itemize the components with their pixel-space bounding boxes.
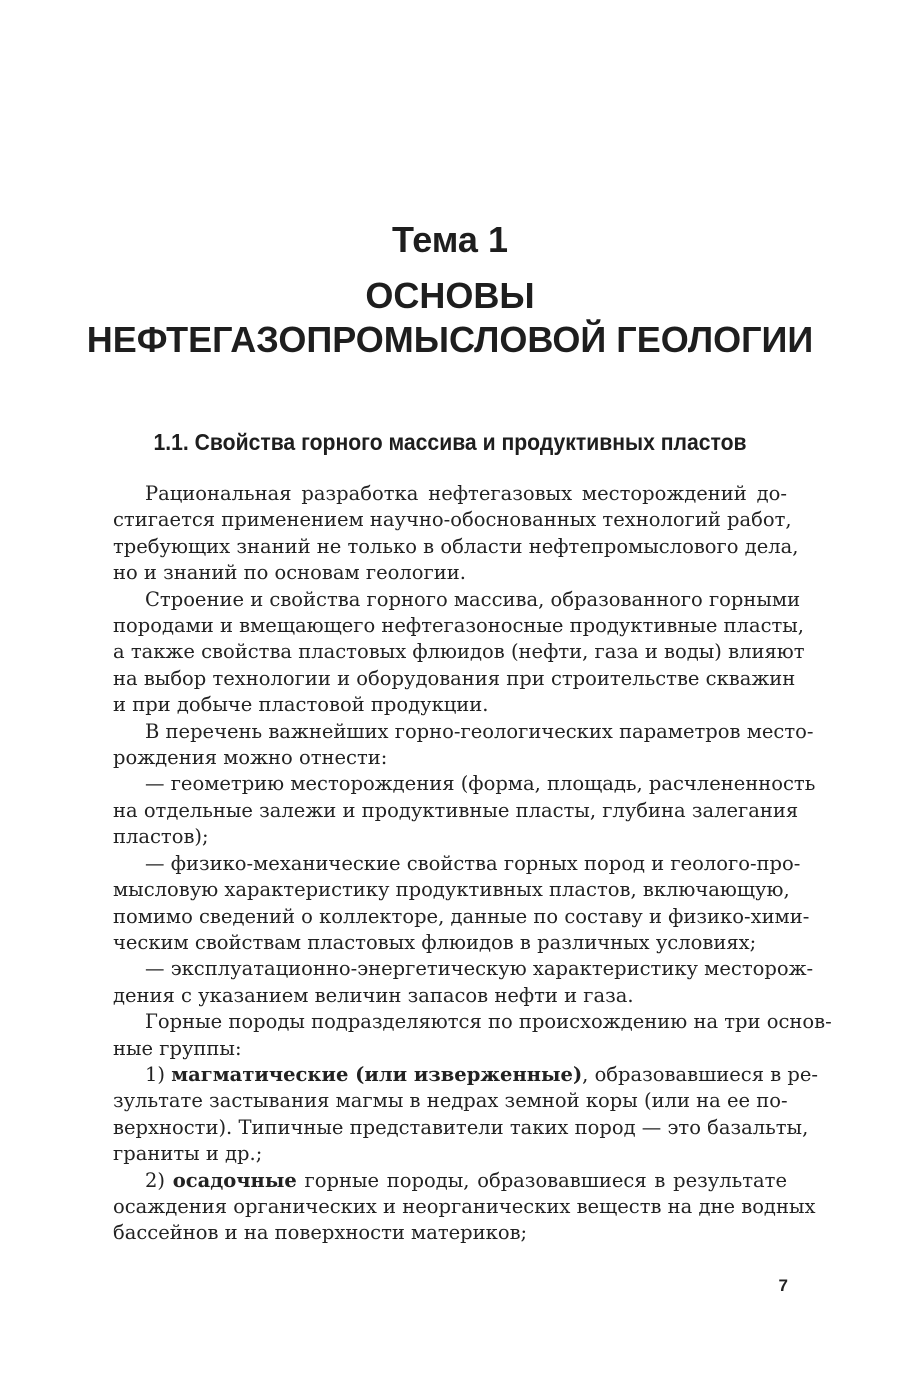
text-line: дения с указанием величин запасов нефти и газа. <box>113 983 634 1007</box>
text-line: стигается применением научно-обоснованных технологий работ, <box>113 508 792 532</box>
text-line: Рациональная разработка нефтегазовых месторождений до- <box>145 482 787 505</box>
text-line: Горные породы подразделяются по происхождению на три основ- <box>145 1010 832 1034</box>
list-item-sedimentary-line: 2) осадочные горные породы, образовавшиеся в результате <box>145 1168 787 1192</box>
text-line: ные группы: <box>113 1036 242 1060</box>
section-heading: 1.1. Свойства горного массива и продуктивных пластов <box>153 429 747 455</box>
text-line: граниты и др.; <box>113 1142 263 1166</box>
chapter-title-line-1: ОСНОВЫ <box>365 275 535 316</box>
page-number: 7 <box>778 1276 788 1295</box>
text-line: ческим свойствам пластовых флюидов в различных условиях; <box>113 930 757 954</box>
text-line: верхности). Типичные представители таких пород — это базальты, <box>113 1115 809 1139</box>
text-line: пластов); <box>113 825 209 849</box>
text-line: помимо сведений о коллекторе, данные по составу и физико-хими- <box>113 904 810 928</box>
text-line: и при добыче пластовой продукции. <box>113 693 489 717</box>
text-line: — физико-механические свойства горных пород и геолого-про- <box>145 851 801 875</box>
text-line: Строение и свойства горного массива, образованного горными <box>145 587 801 611</box>
body-text <box>113 481 832 1247</box>
text-line: — эксплуатационно-энергетическую характеристику месторож- <box>145 957 814 981</box>
text-line: осаждения органических и неорганических веществ на дне водных <box>113 1194 816 1218</box>
list-item-magmatic-line: 1) магматические (или изверженные), образовавшиеся в ре- <box>145 1062 818 1086</box>
term-sedimentary: осадочные <box>172 1168 297 1192</box>
text-line: В перечень важнейших горно-геологических параметров место- <box>145 719 814 743</box>
paragraph-lines <box>113 481 832 1062</box>
text-line: но и знаний по основам геологии. <box>113 561 466 585</box>
chapter-title-line-2: НЕФТЕГАЗОПРОМЫСЛОВОЙ ГЕОЛОГИИ <box>86 319 814 360</box>
text-line: на выбор технологии и оборудования при строительстве скважин <box>113 666 796 690</box>
term-magmatic: магматические (или изверженные) <box>171 1062 583 1086</box>
text-line: мысловую характеристику продуктивных пластов, включающую, <box>113 878 790 902</box>
text-line: рождения можно отнести: <box>113 746 388 770</box>
text-line: а также свойства пластовых флюидов (нефти, газа и воды) влияют <box>113 640 805 664</box>
text-line: требующих знаний не только в области нефтепромыслового дела, <box>113 534 799 558</box>
text-line: — геометрию месторождения (форма, площадь, расчлененность <box>145 772 816 796</box>
text-line: на отдельные залежи и продуктивные пласты, глубина залегания <box>113 798 799 822</box>
text-line: бассейнов и на поверхности материков; <box>113 1221 528 1245</box>
text-line: зультате застывания магмы в недрах земной коры (или на ее по- <box>113 1089 788 1113</box>
text-line: породами и вмещающего нефтегазоносные продуктивные пласты, <box>113 614 804 638</box>
chapter-number: Тема 1 <box>392 219 508 260</box>
